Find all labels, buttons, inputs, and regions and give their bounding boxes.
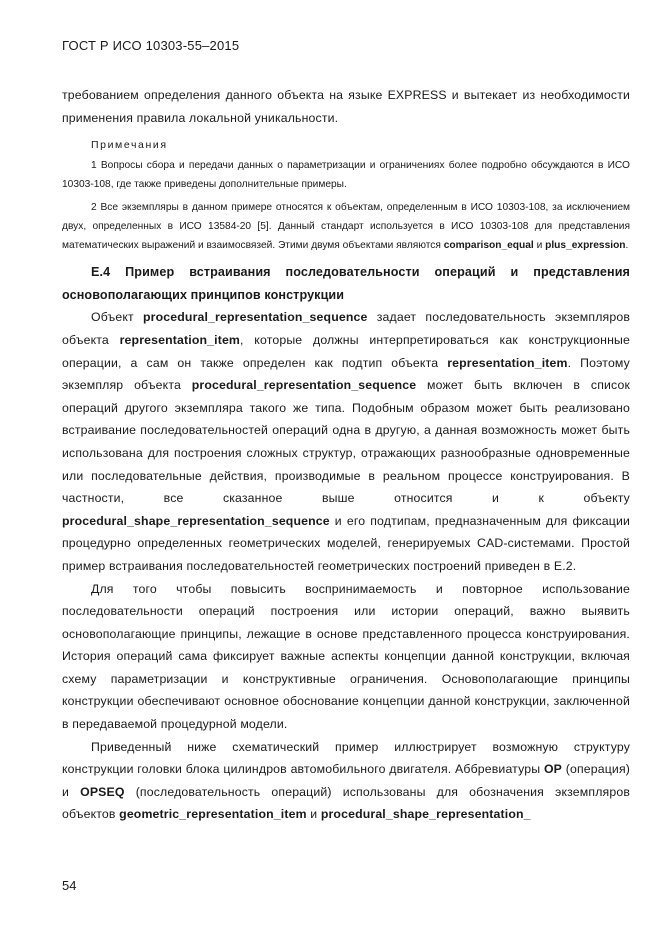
para-text: может быть включен в список операций другого экземпляра такого же типа. Подобным образом может быть реализовано встраивание последовательностей операций одна в другую, а данная возможность может быть использована для построения сложных структур, отражающих разнообразные одновременные или последовательные действия, производимые в реальном процессе конструирования. В частности, все сказанное выше относится и к объекту: [62, 378, 630, 506]
term: procedural_representation_sequence: [191, 378, 417, 393]
page-number: 54: [62, 878, 77, 893]
note-2-text: 2 Все экземпляры в данном примере относятся к объектам, определенным в ИСО 10303-108, за исключением двух, определенных в ИСО 13584-20 [5]. Данный стандарт используется в ИСО 10303-108 для представления математических выражений и взаимосвязей. Этими двумя объектами являются: [62, 202, 630, 252]
term: representation_item: [119, 332, 241, 347]
para-text: и его подтипам, предназначенным для фиксации процедурно определенных геометрических моделей, генерируемых CAD-системами. Простой пример встраивания последовательностей геометрических построений приведен в Е.2.: [62, 513, 630, 573]
term: procedural_representation_sequence: [143, 310, 368, 325]
term: procedural_shape_representation_: [320, 807, 531, 822]
note-2-term-comparison-equal: comparison_equal: [443, 240, 534, 252]
para-text: (последовательность операций) использованы для обозначения экземпляров объектов: [62, 784, 630, 822]
para-text: Объект: [91, 310, 144, 325]
document-header: ГОСТ Р ИСО 10303-55–2015: [62, 38, 240, 53]
note-1: 1 Вопросы сбора и передачи данных о параметризации и ограничениях более подробно обсуждаются в ИСО 10303-108, где также приведены дополнительные примеры.: [62, 160, 630, 191]
body-paragraph-2: Для того чтобы повысить воспринимаемость и повторное использование последовательности операций построения или истории операций, важно выявить основополагающие принципы, лежащие в основе представленного процесса конструирования. История операций сама фиксирует важные аспекты концепции данной конструкции, включая схему параметризации и конструктивные ограничения. Основополагающие принципы конструкции обеспечивают основное обоснование концепции данной конструкции, заключенной в передаваемой процедурной модели.: [62, 581, 630, 732]
notes-heading: Примечания: [91, 139, 168, 152]
note-2-text: .: [625, 240, 629, 252]
para-text: задает последовательность экземпляров объекта: [62, 310, 630, 347]
para-text: Приведенный ниже схематический пример иллюстрирует возможную структуру конструкции головки блока цилиндров автомобильного двигателя. Аббревиатуры: [62, 739, 630, 777]
term: geometric_representation_item: [119, 807, 307, 822]
para-text: (операция) и: [62, 762, 631, 799]
body-paragraph-3: [62, 736, 630, 826]
term: OP: [543, 762, 563, 777]
notes-block: [62, 137, 630, 255]
term: procedural_shape_representation_sequence: [62, 513, 330, 528]
para-text: и: [306, 807, 321, 822]
para-text: , которые должны интерпретироваться как конструкционные операции, а сам он также определен как подтип объекта: [62, 332, 631, 370]
section-heading: Е.4 Пример встраивания последовательности операций и представления основополагающих принципов конструкции: [62, 265, 630, 302]
para-text: . Поэтому экземпляр объекта: [62, 355, 630, 393]
body-paragraph-1: [62, 306, 630, 577]
note-2-term-plus-expression: plus_expression: [545, 240, 626, 252]
term: representation_item: [447, 355, 568, 370]
note-2-text: и: [533, 240, 546, 252]
intro-paragraph: требованием определения данного объекта на языке EXPRESS и вытекает из необходимости применения правила локальной уникальности.: [62, 88, 630, 125]
note-2: [62, 198, 630, 255]
term: OPSEQ: [80, 784, 125, 799]
page-content: [62, 84, 630, 826]
